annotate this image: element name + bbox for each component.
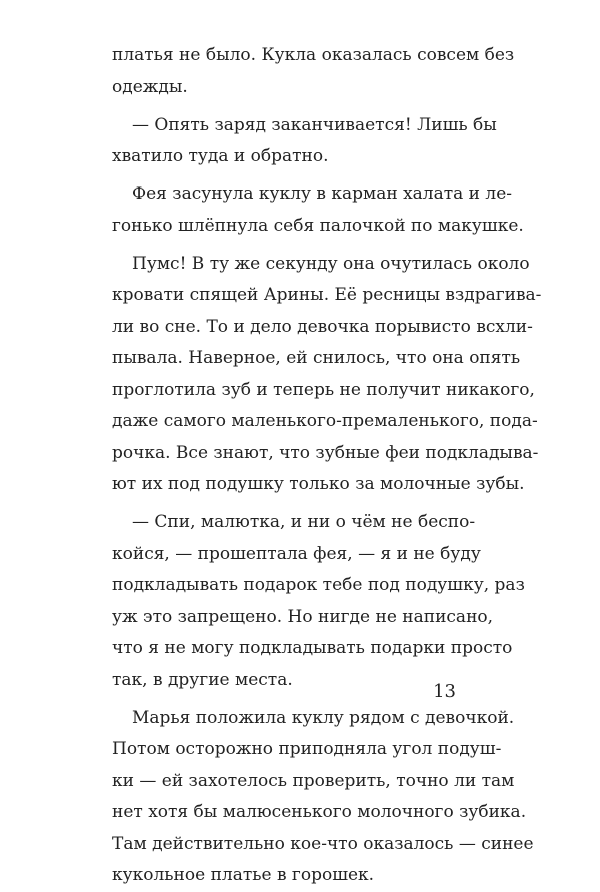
text-line: хватило туда и обратно. bbox=[112, 146, 329, 166]
text-line: гонько шлёпнула себя палочкой по макушке. bbox=[112, 215, 524, 236]
text-line: так, в другие места. bbox=[112, 669, 293, 690]
page-number: 13 bbox=[433, 681, 456, 702]
text-line: койся, — прошептала фея, — я и не буду bbox=[112, 543, 481, 564]
text-line: что я не могу подкладывать подарки просто bbox=[112, 638, 513, 658]
paragraph-4 bbox=[112, 249, 542, 501]
paragraph-3 bbox=[112, 179, 524, 242]
text-line: платья не было. Кукла оказалась совсем без bbox=[112, 45, 515, 65]
text-line: проглотила зуб и теперь не получит никакого, bbox=[112, 379, 535, 400]
text-line: Потом осторожно приподняла угол подуш- bbox=[112, 739, 502, 759]
text-line: — Спи, малютка, и ни о чём не беспо- bbox=[132, 512, 476, 532]
text-line: уж это запрещено. Но нигде не написано, bbox=[112, 606, 494, 627]
text-line: нет хотя бы малюсенького молочного зубика. bbox=[112, 802, 527, 822]
text-line: — Опять заряд заканчивается! Лишь бы bbox=[132, 114, 497, 135]
text-line: кровати спящей Арины. Её ресницы вздрагива- bbox=[112, 285, 542, 305]
text-line: даже самого маленького-премаленького, пода- bbox=[112, 411, 538, 431]
paragraph-2 bbox=[112, 110, 497, 173]
body-text bbox=[112, 40, 542, 892]
paragraph-6 bbox=[112, 703, 534, 892]
text-line: кукольное платье в горошек. bbox=[112, 865, 375, 885]
text-line: Марья положила куклу рядом с девочкой. bbox=[132, 707, 515, 728]
text-line: подкладывать подарок тебе под подушку, раз bbox=[112, 575, 525, 595]
text-line: ли во сне. То и дело девочка порывисто всхли- bbox=[112, 316, 533, 337]
text-line: одежды. bbox=[112, 76, 188, 97]
text-line: Там действительно кое-что оказалось — синее bbox=[112, 833, 534, 854]
text-line: ют их под подушку только за молочные зубы. bbox=[112, 474, 525, 494]
text-line: Фея засунула куклу в карман халата и ле- bbox=[132, 184, 513, 204]
paragraph-5 bbox=[112, 507, 525, 696]
text-line: ки — ей захотелось проверить, точно ли там bbox=[112, 770, 515, 791]
text-line: пывала. Наверное, ей снилось, что она опять bbox=[112, 348, 521, 368]
paragraph-1 bbox=[112, 40, 515, 103]
text-line: Пумс! В ту же секунду она очутилась около bbox=[132, 253, 530, 274]
text-line: рочка. Все знают, что зубные феи подкладыва- bbox=[112, 442, 539, 463]
